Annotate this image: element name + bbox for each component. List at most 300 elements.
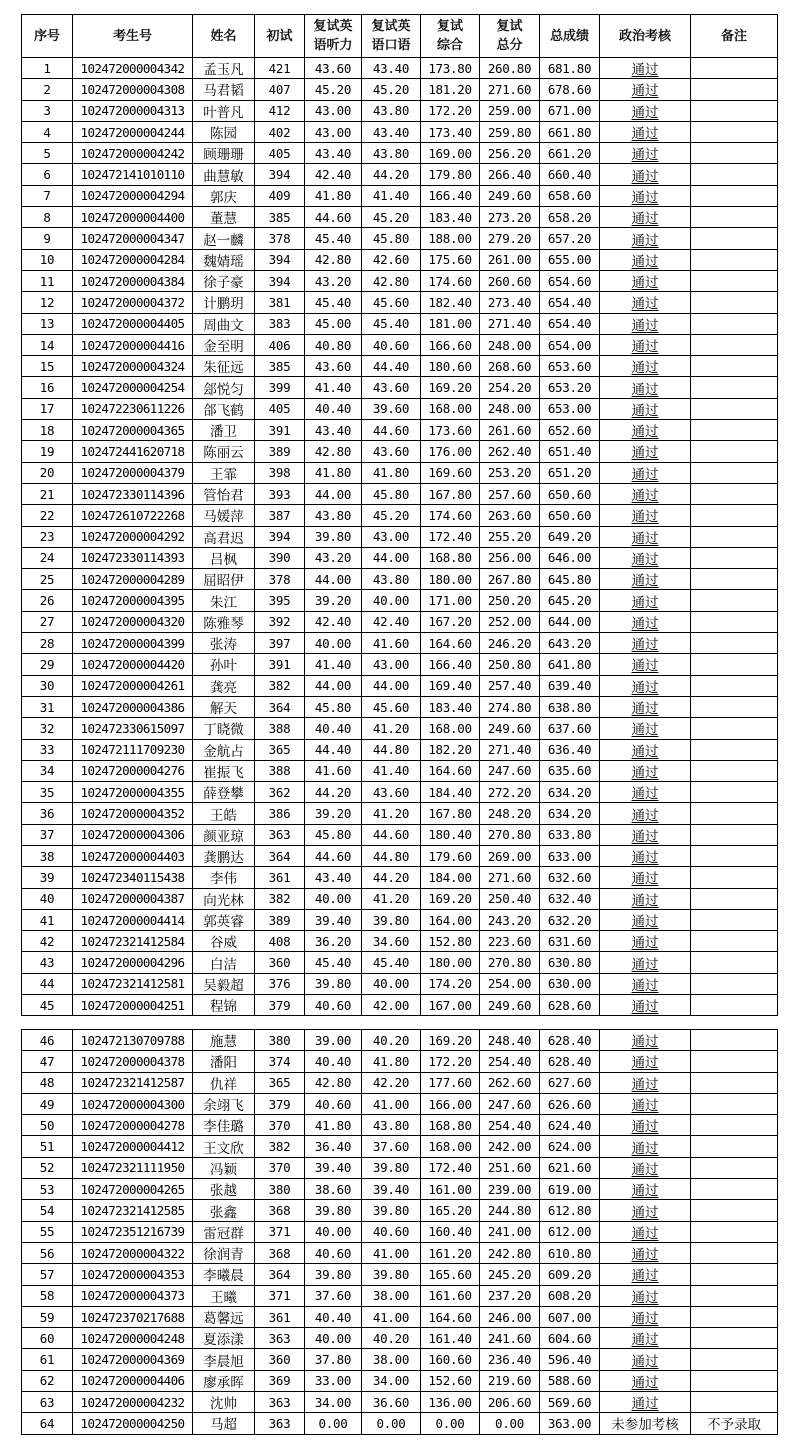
cell-col-retest-total: 254.20 <box>480 377 540 398</box>
cell-col-initial: 385 <box>255 207 305 228</box>
table-row <box>22 58 778 79</box>
cell-col-total: 653.60 <box>540 356 600 377</box>
cell-col-retest-total: 237.20 <box>480 1285 540 1306</box>
cell-col-speaking: 39.80 <box>362 1200 421 1221</box>
cell-col-speaking: 39.80 <box>362 909 421 930</box>
cell-col-listening: 43.60 <box>305 58 362 79</box>
cell-col-comprehensive: 166.40 <box>421 654 480 675</box>
cell-col-exam-id: 102472000004353 <box>73 1264 193 1285</box>
table-row <box>22 782 778 803</box>
cell-col-total: 639.40 <box>540 675 600 696</box>
cell-col-speaking: 41.20 <box>362 888 421 909</box>
cell-col-remark <box>691 377 778 398</box>
cell-col-retest-total: 249.60 <box>480 718 540 739</box>
cell-col-speaking: 44.60 <box>362 420 421 441</box>
cell-col-exam-id: 102472000004420 <box>73 654 193 675</box>
cell-col-retest-total: 257.60 <box>480 483 540 504</box>
cell-col-initial: 374 <box>255 1051 305 1072</box>
political-status: 通过 <box>631 296 659 313</box>
cell-col-retest-total: 271.40 <box>480 313 540 334</box>
cell-col-seq: 37 <box>22 824 73 845</box>
cell-col-retest-total: 255.20 <box>480 526 540 547</box>
cell-col-exam-id: 102472000004403 <box>73 845 193 866</box>
cell-col-listening: 42.40 <box>305 164 362 185</box>
cell-col-retest-total: 279.20 <box>480 228 540 249</box>
cell-col-seq: 14 <box>22 334 73 355</box>
cell-col-name: 李曦晨 <box>193 1264 255 1285</box>
cell-col-total: 624.40 <box>540 1115 600 1136</box>
cell-col-retest-total: 262.60 <box>480 1072 540 1093</box>
cell-col-name: 吕枫 <box>193 547 255 568</box>
cell-col-seq: 64 <box>22 1413 73 1434</box>
cell-col-name: 仇祥 <box>193 1072 255 1093</box>
cell-col-speaking: 42.00 <box>362 995 421 1016</box>
cell-col-political <box>600 1242 691 1263</box>
cell-col-seq: 41 <box>22 909 73 930</box>
cell-col-exam-id: 102472000004416 <box>73 334 193 355</box>
cell-col-listening: 44.60 <box>305 207 362 228</box>
cell-col-name: 屈昭伊 <box>193 569 255 590</box>
cell-col-name: 计鹏玥 <box>193 292 255 313</box>
cell-col-remark <box>691 441 778 462</box>
cell-col-initial: 408 <box>255 931 305 952</box>
cell-col-speaking: 42.40 <box>362 611 421 632</box>
cell-col-listening: 34.00 <box>305 1392 362 1413</box>
cell-col-political <box>600 1264 691 1285</box>
cell-col-exam-id: 102472000004292 <box>73 526 193 547</box>
cell-col-initial: 364 <box>255 1264 305 1285</box>
cell-col-speaking: 42.60 <box>362 249 421 270</box>
cell-col-exam-id: 102472000004296 <box>73 952 193 973</box>
cell-col-initial: 388 <box>255 760 305 781</box>
political-status: 通过 <box>631 1034 659 1051</box>
cell-col-remark <box>691 633 778 654</box>
cell-col-remark <box>691 760 778 781</box>
cell-col-retest-total: 254.40 <box>480 1115 540 1136</box>
cell-col-listening: 38.60 <box>305 1179 362 1200</box>
cell-col-name: 王霏 <box>193 462 255 483</box>
cell-col-seq: 55 <box>22 1221 73 1242</box>
political-status: 通过 <box>631 892 659 909</box>
cell-col-comprehensive: 173.40 <box>421 121 480 142</box>
cell-col-listening: 43.40 <box>305 867 362 888</box>
cell-col-seq: 15 <box>22 356 73 377</box>
cell-col-political <box>600 824 691 845</box>
cell-col-speaking: 41.20 <box>362 718 421 739</box>
cell-col-comprehensive: 173.60 <box>421 420 480 441</box>
cell-col-retest-total: 259.00 <box>480 100 540 121</box>
cell-col-seq: 24 <box>22 547 73 568</box>
political-status: 通过 <box>631 764 659 781</box>
cell-col-total: 569.60 <box>540 1392 600 1413</box>
cell-col-name: 廖承晖 <box>193 1370 255 1391</box>
cell-col-political <box>600 931 691 952</box>
cell-col-remark <box>691 505 778 526</box>
cell-col-name: 孟玉凡 <box>193 58 255 79</box>
cell-col-remark <box>691 249 778 270</box>
cell-col-listening: 41.80 <box>305 185 362 206</box>
cell-col-political <box>600 782 691 803</box>
cell-col-political <box>600 398 691 419</box>
cell-col-seq: 48 <box>22 1072 73 1093</box>
cell-col-political <box>600 739 691 760</box>
cell-col-speaking: 43.60 <box>362 441 421 462</box>
cell-col-political <box>600 483 691 504</box>
cell-col-remark <box>691 782 778 803</box>
cell-col-seq: 44 <box>22 973 73 994</box>
table-row <box>22 611 778 632</box>
cell-col-remark <box>691 590 778 611</box>
political-status: 通过 <box>631 1311 659 1327</box>
cell-col-exam-id: 102472000004372 <box>73 292 193 313</box>
cell-col-speaking: 44.00 <box>362 675 421 696</box>
cell-col-remark <box>691 1157 778 1178</box>
cell-col-seq: 31 <box>22 696 73 717</box>
cell-col-political <box>600 58 691 79</box>
cell-col-remark <box>691 909 778 930</box>
cell-col-exam-id: 102472000004278 <box>73 1115 193 1136</box>
cell-col-comprehensive: 168.00 <box>421 718 480 739</box>
cell-col-political <box>600 888 691 909</box>
table-row <box>22 1242 778 1263</box>
cell-col-retest-total: 241.00 <box>480 1221 540 1242</box>
cell-col-political <box>600 228 691 249</box>
cell-col-seq: 2 <box>22 79 73 100</box>
cell-col-comprehensive: 152.80 <box>421 931 480 952</box>
cell-col-speaking: 40.60 <box>362 1221 421 1242</box>
cell-col-political <box>600 1370 691 1391</box>
cell-col-total: 649.20 <box>540 526 600 547</box>
cell-col-political <box>600 654 691 675</box>
cell-col-seq: 45 <box>22 995 73 1016</box>
cell-col-listening: 40.80 <box>305 334 362 355</box>
header-col-listening: 复试英 语听力 <box>305 15 362 58</box>
cell-col-name: 程锦 <box>193 995 255 1016</box>
cell-col-political <box>600 526 691 547</box>
cell-col-seq: 28 <box>22 633 73 654</box>
cell-col-comprehensive: 161.40 <box>421 1328 480 1349</box>
cell-col-initial: 368 <box>255 1200 305 1221</box>
cell-col-remark <box>691 121 778 142</box>
cell-col-retest-total: 247.60 <box>480 760 540 781</box>
cell-col-speaking: 39.80 <box>362 1157 421 1178</box>
cell-col-political <box>600 845 691 866</box>
cell-col-comprehensive: 180.00 <box>421 569 480 590</box>
table-row <box>22 952 778 973</box>
political-status: 通过 <box>631 722 659 739</box>
cell-col-comprehensive: 179.80 <box>421 164 480 185</box>
cell-col-retest-total: 249.60 <box>480 995 540 1016</box>
cell-col-initial: 406 <box>255 334 305 355</box>
cell-col-initial: 389 <box>255 441 305 462</box>
cell-col-seq: 62 <box>22 1370 73 1391</box>
cell-col-seq: 50 <box>22 1115 73 1136</box>
cell-col-total: 632.60 <box>540 867 600 888</box>
cell-col-remark <box>691 1349 778 1370</box>
table-row <box>22 462 778 483</box>
cell-col-total: 610.80 <box>540 1242 600 1263</box>
cell-col-remark <box>691 1115 778 1136</box>
cell-col-initial: 363 <box>255 824 305 845</box>
cell-col-remark <box>691 569 778 590</box>
cell-col-seq: 22 <box>22 505 73 526</box>
cell-col-total: 653.00 <box>540 398 600 419</box>
cell-col-total: 645.20 <box>540 590 600 611</box>
cell-col-remark: 不予录取 <box>691 1413 778 1434</box>
political-status: 通过 <box>631 339 659 355</box>
cell-col-listening: 40.00 <box>305 1328 362 1349</box>
cell-col-name: 张越 <box>193 1179 255 1200</box>
cell-col-exam-id: 102472141010110 <box>73 164 193 185</box>
cell-col-name: 王曦 <box>193 1285 255 1306</box>
cell-col-listening: 43.40 <box>305 143 362 164</box>
table-row <box>22 718 778 739</box>
cell-col-initial: 369 <box>255 1370 305 1391</box>
cell-col-speaking: 36.60 <box>362 1392 421 1413</box>
cell-col-name: 潘阳 <box>193 1051 255 1072</box>
cell-col-seq: 9 <box>22 228 73 249</box>
cell-col-remark <box>691 1328 778 1349</box>
cell-col-seq: 8 <box>22 207 73 228</box>
political-status: 通过 <box>631 360 659 377</box>
political-status: 通过 <box>631 530 659 547</box>
cell-col-retest-total: 223.60 <box>480 931 540 952</box>
cell-col-comprehensive: 168.80 <box>421 547 480 568</box>
cell-col-total: 637.60 <box>540 718 600 739</box>
cell-col-total: 633.00 <box>540 845 600 866</box>
cell-col-speaking: 43.80 <box>362 143 421 164</box>
cell-col-remark <box>691 718 778 739</box>
cell-col-retest-total: 245.20 <box>480 1264 540 1285</box>
cell-col-comprehensive: 181.00 <box>421 313 480 334</box>
cell-col-retest-total: 270.80 <box>480 952 540 973</box>
cell-col-total: 635.60 <box>540 760 600 781</box>
cell-col-retest-total: 271.40 <box>480 739 540 760</box>
table-row <box>22 760 778 781</box>
cell-col-listening: 40.00 <box>305 1221 362 1242</box>
table-row <box>22 207 778 228</box>
cell-col-total: 657.20 <box>540 228 600 249</box>
cell-col-retest-total: 257.40 <box>480 675 540 696</box>
cell-col-name: 王文欣 <box>193 1136 255 1157</box>
cell-col-initial: 388 <box>255 718 305 739</box>
cell-col-listening: 43.20 <box>305 270 362 291</box>
table-row <box>22 675 778 696</box>
political-status: 通过 <box>631 168 659 185</box>
cell-col-speaking: 43.60 <box>362 377 421 398</box>
cell-col-exam-id: 102472230611226 <box>73 398 193 419</box>
cell-col-political <box>600 1349 691 1370</box>
cell-col-speaking: 45.20 <box>362 79 421 100</box>
cell-col-retest-total: 260.80 <box>480 58 540 79</box>
cell-col-speaking: 41.80 <box>362 1051 421 1072</box>
cell-col-remark <box>691 1306 778 1327</box>
cell-col-retest-total: 219.60 <box>480 1370 540 1391</box>
cell-col-remark <box>691 1221 778 1242</box>
cell-col-name: 魏婧瑶 <box>193 249 255 270</box>
cell-col-listening: 41.40 <box>305 377 362 398</box>
cell-col-political <box>600 207 691 228</box>
cell-col-speaking: 39.60 <box>362 398 421 419</box>
cell-col-initial: 363 <box>255 1328 305 1349</box>
cell-col-retest-total: 243.20 <box>480 909 540 930</box>
political-status: 通过 <box>631 1140 659 1157</box>
cell-col-political <box>600 100 691 121</box>
cell-col-political <box>600 377 691 398</box>
cell-col-listening: 37.60 <box>305 1285 362 1306</box>
cell-col-listening: 40.60 <box>305 1242 362 1263</box>
cell-col-remark <box>691 654 778 675</box>
cell-col-exam-id: 102472000004373 <box>73 1285 193 1306</box>
table-row <box>22 739 778 760</box>
cell-col-exam-id: 102472000004384 <box>73 270 193 291</box>
cell-col-initial: 381 <box>255 292 305 313</box>
political-status: 通过 <box>631 935 659 952</box>
cell-col-listening: 45.80 <box>305 824 362 845</box>
cell-col-total: 619.00 <box>540 1179 600 1200</box>
cell-col-initial: 364 <box>255 696 305 717</box>
cell-col-exam-id: 102472130709788 <box>73 1030 193 1051</box>
cell-col-comprehensive: 161.00 <box>421 1179 480 1200</box>
table-row <box>22 164 778 185</box>
cell-col-comprehensive: 176.00 <box>421 441 480 462</box>
cell-col-political <box>600 995 691 1016</box>
cell-col-exam-id: 102472000004242 <box>73 143 193 164</box>
cell-col-initial: 389 <box>255 909 305 930</box>
cell-col-name: 郃飞鹤 <box>193 398 255 419</box>
cell-col-retest-total: 262.40 <box>480 441 540 462</box>
table-row <box>22 100 778 121</box>
cell-col-name: 龚亮 <box>193 675 255 696</box>
cell-col-retest-total: 266.40 <box>480 164 540 185</box>
cell-col-comprehensive: 174.20 <box>421 973 480 994</box>
cell-col-political <box>600 121 691 142</box>
cell-col-retest-total: 248.20 <box>480 803 540 824</box>
cell-col-total: 646.00 <box>540 547 600 568</box>
table-row <box>22 1328 778 1349</box>
cell-col-initial: 391 <box>255 420 305 441</box>
header-col-total: 总成绩 <box>540 15 600 58</box>
cell-col-exam-id: 102472000004276 <box>73 760 193 781</box>
cell-col-speaking: 38.00 <box>362 1349 421 1370</box>
cell-col-name: 管怡君 <box>193 483 255 504</box>
political-status: 通过 <box>631 828 659 845</box>
political-status: 通过 <box>631 1225 659 1242</box>
table-row <box>22 1413 778 1434</box>
cell-col-exam-id: 102472000004352 <box>73 803 193 824</box>
political-status: 通过 <box>631 743 659 760</box>
cell-col-initial: 382 <box>255 888 305 909</box>
cell-col-retest-total: 271.60 <box>480 79 540 100</box>
cell-col-seq: 57 <box>22 1264 73 1285</box>
cell-col-speaking: 43.80 <box>362 1115 421 1136</box>
cell-col-political <box>600 164 691 185</box>
cell-col-listening: 36.40 <box>305 1136 362 1157</box>
cell-col-exam-id: 102472000004399 <box>73 633 193 654</box>
cell-col-seq: 47 <box>22 1051 73 1072</box>
political-status: 通过 <box>631 1332 659 1349</box>
cell-col-comprehensive: 169.40 <box>421 675 480 696</box>
cell-col-initial: 392 <box>255 611 305 632</box>
cell-col-exam-id: 102472000004347 <box>73 228 193 249</box>
cell-col-speaking: 38.00 <box>362 1285 421 1306</box>
cell-col-name: 朱征远 <box>193 356 255 377</box>
cell-col-total: 624.00 <box>540 1136 600 1157</box>
cell-col-listening: 43.80 <box>305 505 362 526</box>
political-status: 通过 <box>631 850 659 867</box>
cell-col-total: 612.80 <box>540 1200 600 1221</box>
cell-col-listening: 33.00 <box>305 1370 362 1391</box>
cell-col-initial: 399 <box>255 377 305 398</box>
cell-col-retest-total: 253.20 <box>480 462 540 483</box>
cell-col-comprehensive: 152.60 <box>421 1370 480 1391</box>
table-row <box>22 547 778 568</box>
cell-col-initial: 412 <box>255 100 305 121</box>
table-row <box>22 441 778 462</box>
cell-col-political <box>600 909 691 930</box>
cell-col-comprehensive: 183.40 <box>421 207 480 228</box>
cell-col-retest-total: 206.60 <box>480 1392 540 1413</box>
political-status: 通过 <box>631 658 659 675</box>
cell-col-exam-id: 102472000004369 <box>73 1349 193 1370</box>
cell-col-retest-total: 246.20 <box>480 633 540 654</box>
cell-col-retest-total: 246.00 <box>480 1306 540 1327</box>
cell-col-initial: 380 <box>255 1179 305 1200</box>
cell-col-name: 徐子豪 <box>193 270 255 291</box>
cell-col-political <box>600 547 691 568</box>
cell-col-initial: 371 <box>255 1285 305 1306</box>
cell-col-speaking: 44.80 <box>362 845 421 866</box>
cell-col-comprehensive: 172.20 <box>421 100 480 121</box>
cell-col-exam-id: 102472330114393 <box>73 547 193 568</box>
table-row <box>22 334 778 355</box>
cell-col-total: 651.40 <box>540 441 600 462</box>
cell-col-exam-id: 102472000004232 <box>73 1392 193 1413</box>
cell-col-remark <box>691 143 778 164</box>
cell-col-exam-id: 102472321412587 <box>73 1072 193 1093</box>
cell-col-speaking: 43.00 <box>362 526 421 547</box>
cell-col-exam-id: 102472000004405 <box>73 313 193 334</box>
cell-col-speaking: 45.80 <box>362 483 421 504</box>
cell-col-remark <box>691 483 778 504</box>
cell-col-initial: 363 <box>255 1392 305 1413</box>
cell-col-political <box>600 590 691 611</box>
cell-col-seq: 42 <box>22 931 73 952</box>
cell-col-seq: 35 <box>22 782 73 803</box>
cell-col-name: 潘卫 <box>193 420 255 441</box>
cell-col-listening: 36.20 <box>305 931 362 952</box>
cell-col-comprehensive: 161.60 <box>421 1285 480 1306</box>
cell-col-initial: 365 <box>255 1072 305 1093</box>
political-status: 通过 <box>631 424 659 441</box>
cell-col-total: 652.60 <box>540 420 600 441</box>
cell-col-comprehensive: 166.40 <box>421 185 480 206</box>
cell-col-retest-total: 274.80 <box>480 696 540 717</box>
cell-col-listening: 44.20 <box>305 782 362 803</box>
cell-col-speaking: 41.20 <box>362 803 421 824</box>
political-status: 通过 <box>631 402 659 419</box>
header-col-remark: 备注 <box>691 15 778 58</box>
cell-col-speaking: 44.40 <box>362 356 421 377</box>
cell-col-political <box>600 696 691 717</box>
cell-col-remark <box>691 888 778 909</box>
cell-col-speaking: 40.20 <box>362 1030 421 1051</box>
cell-col-comprehensive: 182.40 <box>421 292 480 313</box>
cell-col-retest-total: 268.60 <box>480 356 540 377</box>
cell-col-total: 658.60 <box>540 185 600 206</box>
cell-col-comprehensive: 180.40 <box>421 824 480 845</box>
cell-col-comprehensive: 166.00 <box>421 1093 480 1114</box>
